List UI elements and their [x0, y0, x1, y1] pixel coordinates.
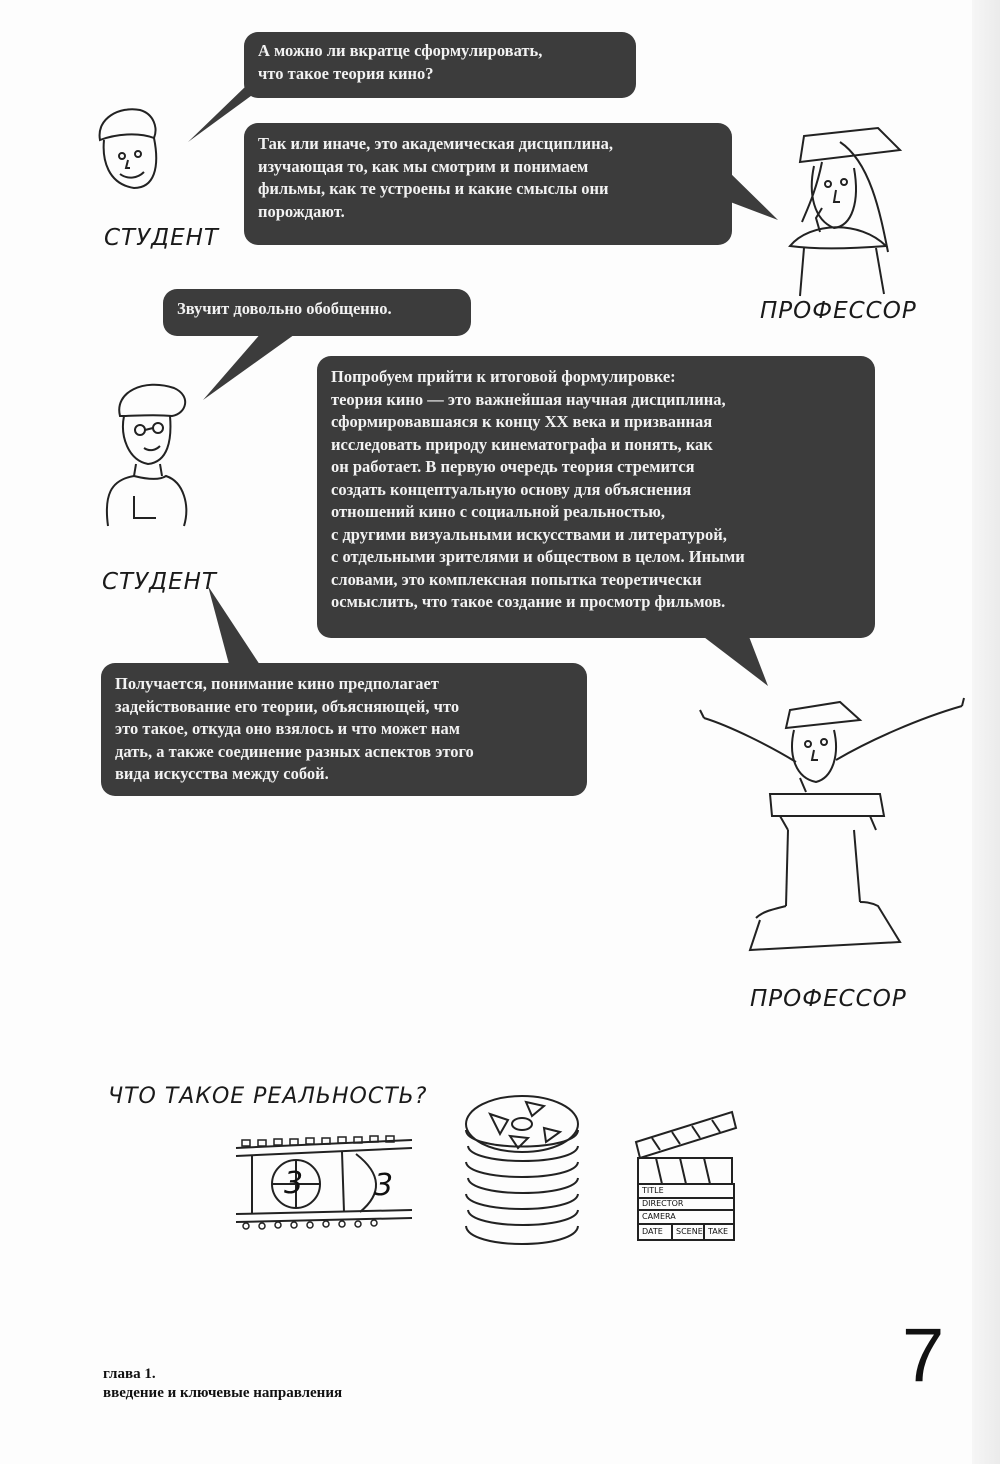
reality-question: ЧТО ТАКОЕ РЕАЛЬНОСТЬ?: [108, 1084, 428, 1109]
page-number: 7: [902, 1313, 945, 1398]
tail-5: [208, 586, 262, 668]
student-label-2: СТУДЕНТ: [102, 569, 217, 595]
speech-bubble-student-3: Получается, понимание кино предполагает задействование его теории, объясняющей, что это такое, откуда оно взялось и что может нам дать, а также соединение разных аспектов этого вида искусства между собой.: [101, 663, 587, 796]
speech-bubble-professor-1: Так или иначе, это академическая дисциплина, изучающая то, как мы смотрим и понимаем фильмы, как те устроены и какие смыслы они порождают.: [244, 123, 732, 245]
chapter-number: глава 1.: [103, 1366, 156, 1382]
professor-drawing-2: [700, 696, 965, 952]
professor-label-2: ПРОФЕССОР: [750, 986, 907, 1012]
film-strip-number-2: 3: [374, 1168, 394, 1203]
film-strip-number-1: 3: [284, 1166, 304, 1201]
clapper-field-date: DATE: [642, 1227, 663, 1236]
student-label-1: СТУДЕНТ: [104, 225, 219, 251]
tail-4: [700, 634, 768, 686]
student-drawing-2: [100, 376, 190, 536]
speech-bubble-student-1: А можно ли вкратце сформулировать, что такое теория кино?: [244, 32, 636, 98]
chapter-title: введение и ключевые направления: [103, 1385, 343, 1401]
clapper-field-title: TITLE: [642, 1186, 664, 1195]
speech-bubble-professor-2: Попробуем прийти к итоговой формулировке: теория кино — это важнейшая научная дисциплина, сформировавшаяся к концу XX века и призванная исследовать природу кинематографа и понять, как он работает. В первую очередь теория стремится создать концептуальную основу для объяснения отношений кино с социальной реальностью, с другими визуальными искусствами и литературой, с отдельными зрителями и обществом в целом. Иными словами, это комплексная попытка теоретически осмыслить, что такое создание и просмотр фильмов.: [317, 356, 875, 638]
chapter-footer: [103, 1365, 342, 1403]
film-strip-icon: [232, 1134, 417, 1232]
film-reels-icon: [460, 1090, 585, 1252]
clapperboard-icon: [632, 1106, 742, 1244]
clapper-field-scene: SCENE: [676, 1227, 703, 1236]
professor-label-1: ПРОФЕССОР: [760, 298, 917, 324]
student-drawing-1: [94, 104, 174, 194]
clapper-field-take: TAKE: [708, 1227, 729, 1236]
professor-drawing-1: [780, 122, 920, 298]
tail-3: [203, 332, 298, 400]
tail-2: [725, 168, 778, 220]
speech-bubble-student-2: Звучит довольно обобщенно.: [163, 289, 471, 336]
clapper-field-camera: CAMERA: [642, 1212, 676, 1221]
clapper-field-director: DIRECTOR: [642, 1199, 684, 1208]
